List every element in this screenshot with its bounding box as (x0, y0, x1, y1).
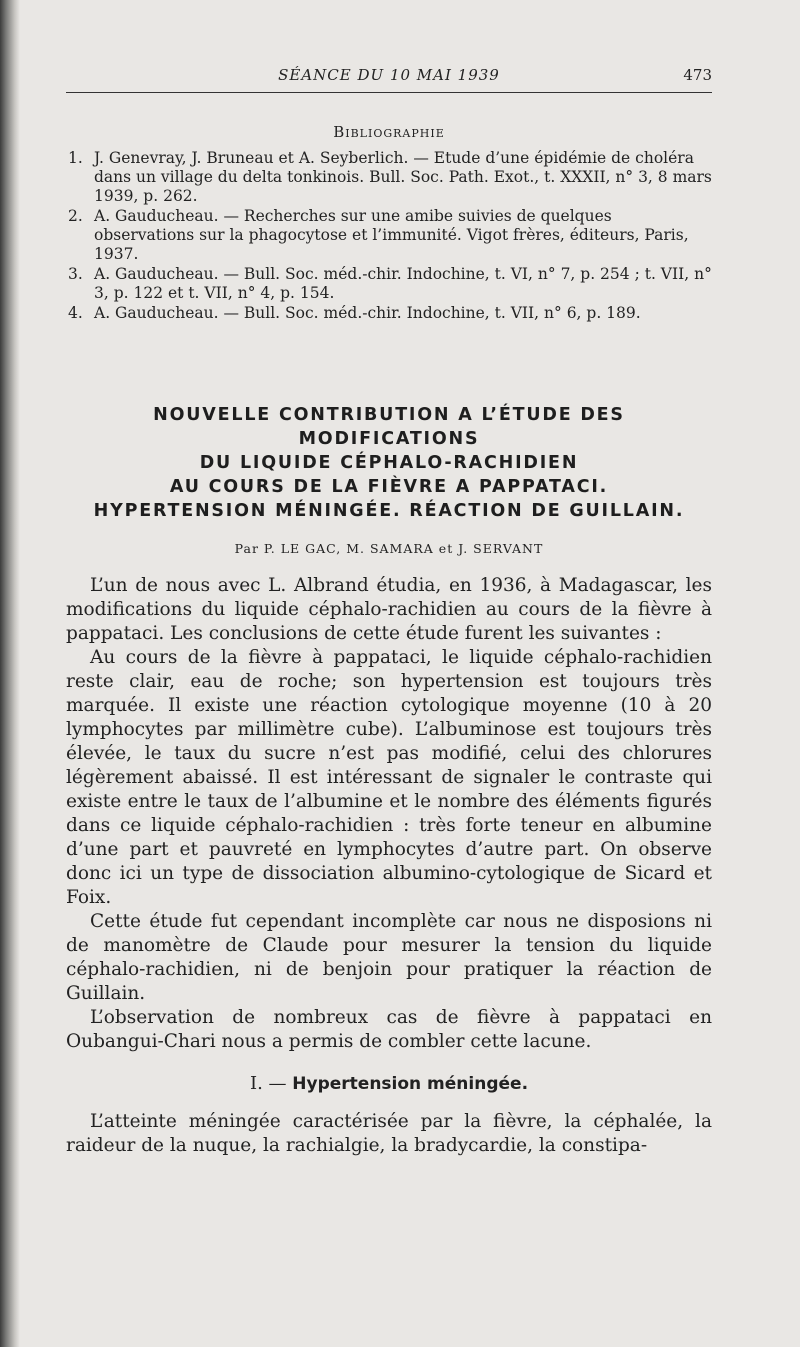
entry-number: 4. (68, 304, 83, 322)
title-line: AU COURS DE LA FIÈVRE A PAPPATACI. (169, 477, 609, 497)
journal-page (66, 62, 712, 1158)
entry-text: A. Gauducheau. — Recherches sur une amibe suivies de quelques observations sur la phagocytose et l’immunité. Vigot frères, éditeurs, Paris, 1937. (94, 207, 689, 263)
entry-number: 3. (68, 265, 83, 283)
article-title (66, 403, 712, 523)
bibliography-entry (66, 149, 712, 206)
book-binding-shadow (0, 0, 20, 1347)
bibliography-heading: Bibliographie (333, 123, 445, 141)
section-heading (66, 1072, 712, 1096)
article-authors: Par P. LE GAC, M. SAMARA et J. SERVANT (234, 541, 544, 556)
title-line: NOUVELLE CONTRIBUTION A L’ÉTUDE DES MODIFICATIONS (153, 405, 625, 449)
bibliography-entry (66, 304, 712, 323)
entry-number: 1. (68, 149, 83, 167)
body-paragraph: L’un de nous avec L. Albrand étudia, en 1936, à Madagascar, les modifications du liquide céphalo-rachidien au cours de la fièvre à pappataci. Les conclusions de cette étude furent les suivantes : (66, 575, 712, 644)
bibliography-entry (66, 265, 712, 303)
section-title: Hypertension méningée. (292, 1074, 529, 1094)
article-body (66, 574, 712, 1158)
entry-text: J. Genevray, J. Bruneau et A. Seyberlich. — Etude d’une épidémie de choléra dans un village du delta tonkinois. Bull. Soc. Path. Exot., t. XXXII, n° 3, 8 mars 1939, p. 262. (94, 149, 712, 205)
body-paragraph: L’atteinte méningée caractérisée par la fièvre, la céphalée, la raideur de la nuque, la rachialgie, la bradycardie, la constipa- (66, 1111, 712, 1156)
entry-text: A. Gauducheau. — Bull. Soc. méd.-chir. Indochine, t. VI, n° 7, p. 254 ; t. VII, n° 3, p. 122 et t. VII, n° 4, p. 154. (94, 265, 712, 302)
section-number: I. — (249, 1073, 287, 1094)
body-paragraph: Au cours de la fièvre à pappataci, le liquide céphalo-rachidien reste clair, eau de roche; son hypertension est toujours très marquée. Il existe une réaction cytologique moyenne (10 à 20 lymphocytes par millimètre cube). L’albuminose est toujours très élevée, le taux du sucre n’est pas modifié, celui des chlorures légèrement abaissé. Il est intéressant de signaler le contraste qui existe entre le taux de l’albumine et le nombre des éléments figurés dans ce liquide céphalo-rachidien : très forte teneur en albumine d’une part et pauvreté en lymphocytes d’autre part. On observe donc ici un type de dissociation albumino-cytologique de Sicard et Foix. (66, 647, 712, 908)
entry-number: 2. (68, 207, 83, 225)
bibliography-list (66, 149, 712, 323)
title-line: DU LIQUIDE CÉPHALO-RACHIDIEN (199, 453, 579, 473)
title-line: HYPERTENSION MÉNINGÉE. RÉACTION DE GUILLAIN. (93, 501, 685, 521)
bibliography-entry (66, 207, 712, 264)
body-paragraph: Cette étude fut cependant incomplète car nous ne disposions ni de manomètre de Claude pour mesurer la tension du liquide céphalo-rachidien, ni de benjoin pour pratiquer la réaction de Guillain. (66, 911, 712, 1004)
running-title: SÉANCE DU 10 MAI 1939 (278, 66, 500, 84)
page-header (66, 62, 712, 93)
entry-text: A. Gauducheau. — Bull. Soc. méd.-chir. Indochine, t. VII, n° 6, p. 189. (94, 304, 641, 322)
page-number: 473 (683, 66, 712, 84)
body-paragraph: L’observation de nombreux cas de fièvre à pappataci en Oubangui-Chari nous a permis de combler cette lacune. (66, 1007, 712, 1052)
